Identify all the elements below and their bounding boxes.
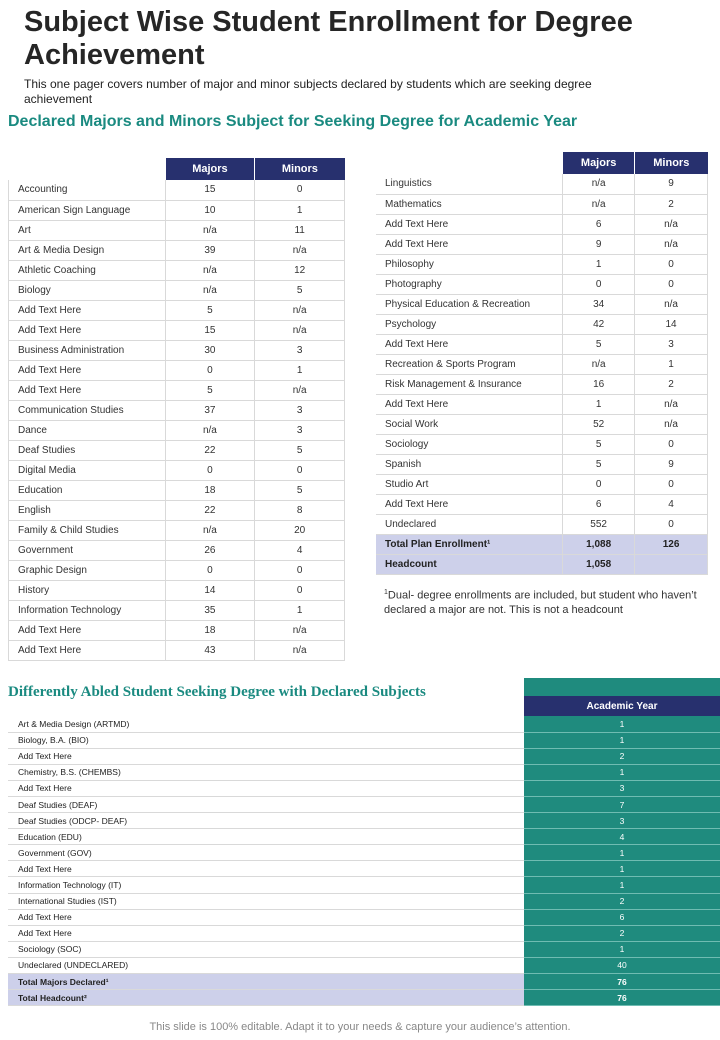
table-row [9, 580, 345, 600]
majors-minors-table-left [8, 158, 345, 661]
majors-value: n/a [165, 520, 255, 540]
subject-name: Philosophy [376, 254, 563, 274]
majors-value: 18 [165, 480, 255, 500]
subject-name: Physical Education & Recreation [376, 294, 563, 314]
teal-header-bar [524, 678, 720, 696]
table-row [376, 214, 708, 234]
table-row [9, 440, 345, 460]
majors-value: 10 [165, 200, 255, 220]
table-row [8, 941, 720, 957]
minors-value: 9 [635, 454, 708, 474]
table-row [8, 909, 720, 925]
minors-value: 1 [255, 200, 345, 220]
minors-value: n/a [635, 234, 708, 254]
table-row [376, 254, 708, 274]
majors-value: 552 [563, 514, 635, 534]
footnote-text: Dual- degree enrollments are included, but student who haven’t declared a major are not. This is not a headcount [384, 589, 697, 616]
table-row [376, 474, 708, 494]
degree-subject-name: Deaf Studies (DEAF) [8, 796, 524, 812]
academic-year-value: 7 [524, 796, 720, 812]
minors-value: 1 [255, 360, 345, 380]
majors-value: 22 [165, 500, 255, 520]
total-value: 76 [524, 990, 720, 1006]
subject-name: Add Text Here [9, 380, 166, 400]
subject-name: Sociology [376, 434, 563, 454]
table-row [9, 340, 345, 360]
subject-name: Add Text Here [376, 394, 563, 414]
minors-value: 4 [635, 494, 708, 514]
table-row [9, 520, 345, 540]
degree-subject-name: Art & Media Design (ARTMD) [8, 716, 524, 732]
subject-name: Add Text Here [9, 620, 166, 640]
subject-name: Social Work [376, 414, 563, 434]
minors-value: 11 [255, 220, 345, 240]
subject-name: Digital Media [9, 460, 166, 480]
column-header-majors: Majors [563, 152, 635, 174]
degree-subject-name: Information Technology (IT) [8, 877, 524, 893]
minors-value: 1 [635, 354, 708, 374]
table-header-spacer [8, 696, 524, 716]
minors-value: 0 [635, 514, 708, 534]
majors-value: 5 [165, 300, 255, 320]
majors-value: n/a [165, 420, 255, 440]
academic-year-value: 4 [524, 829, 720, 845]
page-title: Subject Wise Student Enrollment for Degree Achievement [24, 6, 633, 71]
minors-value: 0 [255, 460, 345, 480]
minors-value: 3 [635, 334, 708, 354]
minors-value: 3 [255, 400, 345, 420]
minors-value: 5 [255, 280, 345, 300]
section-title-differently-abled: Differently Abled Student Seeking Degree with Declared Subjects [8, 684, 426, 700]
minors-value: n/a [635, 294, 708, 314]
minors-value: 0 [255, 180, 345, 200]
majors-value: 0 [165, 360, 255, 380]
degree-subject-name: Chemistry, B.S. (CHEMBS) [8, 764, 524, 780]
minors-value: 8 [255, 500, 345, 520]
majors-value: 0 [563, 474, 635, 494]
subject-name: Deaf Studies [9, 440, 166, 460]
majors-value: 30 [165, 340, 255, 360]
table-row [9, 480, 345, 500]
table-row [9, 360, 345, 380]
total-majors-value: 1,058 [563, 554, 635, 574]
total-label: Total Majors Declared¹ [8, 974, 524, 990]
total-minors-value: 126 [635, 534, 708, 554]
table-row [9, 460, 345, 480]
subject-name: Photography [376, 274, 563, 294]
majors-value: 37 [165, 400, 255, 420]
academic-year-value: 3 [524, 813, 720, 829]
footnote [384, 586, 706, 617]
majors-value: 42 [563, 314, 635, 334]
total-label: Total Headcount² [8, 990, 524, 1006]
majors-value: 6 [563, 494, 635, 514]
subject-name: Studio Art [376, 474, 563, 494]
degree-subject-name: Education (EDU) [8, 829, 524, 845]
majors-value: n/a [563, 354, 635, 374]
table-row [8, 861, 720, 877]
table-row [376, 374, 708, 394]
table-row [9, 560, 345, 580]
column-header-minors: Minors [255, 158, 345, 180]
degree-subject-name: Biology, B.A. (BIO) [8, 732, 524, 748]
table-row [376, 434, 708, 454]
majors-value: n/a [165, 280, 255, 300]
degree-subject-name: Add Text Here [8, 780, 524, 796]
table-row [8, 957, 720, 973]
table-row [376, 274, 708, 294]
subject-name: Art & Media Design [9, 240, 166, 260]
majors-value: 1 [563, 254, 635, 274]
table-row [9, 500, 345, 520]
degree-subject-name: Government (GOV) [8, 845, 524, 861]
minors-value: 2 [635, 374, 708, 394]
table-row [8, 925, 720, 941]
minors-value: 2 [635, 194, 708, 214]
table-row [376, 334, 708, 354]
subject-name: Undeclared [376, 514, 563, 534]
table-header-spacer [376, 152, 563, 174]
majors-value: 1 [563, 394, 635, 414]
majors-value: 5 [563, 454, 635, 474]
minors-value: 0 [635, 434, 708, 454]
subject-name: Add Text Here [376, 214, 563, 234]
table-row [9, 260, 345, 280]
majors-value: 22 [165, 440, 255, 460]
table-row [376, 494, 708, 514]
academic-year-value: 1 [524, 716, 720, 732]
academic-year-value: 1 [524, 877, 720, 893]
minors-value: 12 [255, 260, 345, 280]
subject-name: Education [9, 480, 166, 500]
majors-value: 0 [165, 560, 255, 580]
table-row [9, 240, 345, 260]
table-row [376, 234, 708, 254]
table-row [9, 280, 345, 300]
table-row [8, 716, 720, 732]
subject-name: Spanish [376, 454, 563, 474]
degree-subject-name: Add Text Here [8, 925, 524, 941]
table-row [9, 380, 345, 400]
subject-name: Add Text Here [9, 640, 166, 660]
footer-note: This slide is 100% editable. Adapt it to your needs & capture your audience’s attention. [149, 1021, 571, 1033]
table-header-row [8, 696, 720, 716]
table-row [9, 180, 345, 200]
minors-value: n/a [255, 320, 345, 340]
minors-value: 1 [255, 600, 345, 620]
footnote-mark: 1 [384, 589, 388, 596]
table-row [9, 200, 345, 220]
table-row [9, 540, 345, 560]
subject-name: History [9, 580, 166, 600]
majors-minors-table-right [376, 152, 708, 575]
table-header-row [9, 158, 345, 180]
subject-name: Biology [9, 280, 166, 300]
table-row [376, 394, 708, 414]
column-header-academic-year: Academic Year [524, 696, 720, 716]
majors-value: 52 [563, 414, 635, 434]
majors-value: 0 [563, 274, 635, 294]
academic-year-value: 1 [524, 845, 720, 861]
majors-value: n/a [563, 174, 635, 194]
minors-value: 3 [255, 420, 345, 440]
total-value: 76 [524, 974, 720, 990]
table-row [9, 300, 345, 320]
subject-name: Recreation & Sports Program [376, 354, 563, 374]
subject-name: Accounting [9, 180, 166, 200]
subject-name: Art [9, 220, 166, 240]
minors-value: 0 [635, 254, 708, 274]
table-row [9, 420, 345, 440]
subject-name: Add Text Here [376, 334, 563, 354]
majors-value: 39 [165, 240, 255, 260]
subject-name: Add Text Here [9, 320, 166, 340]
academic-year-value: 1 [524, 861, 720, 877]
majors-value: 16 [563, 374, 635, 394]
subject-name: Dance [9, 420, 166, 440]
majors-value: 14 [165, 580, 255, 600]
table-header-spacer [9, 158, 166, 180]
table-row [376, 414, 708, 434]
minors-value: n/a [255, 300, 345, 320]
differently-abled-table [8, 696, 720, 1006]
table-row [8, 748, 720, 764]
subject-name: Add Text Here [9, 360, 166, 380]
table-row [8, 796, 720, 812]
minors-value: 14 [635, 314, 708, 334]
majors-value: 26 [165, 540, 255, 560]
academic-year-value: 2 [524, 748, 720, 764]
subject-name: Information Technology [9, 600, 166, 620]
table-row [8, 829, 720, 845]
majors-value: 18 [165, 620, 255, 640]
subject-name: Linguistics [376, 174, 563, 194]
academic-year-value: 1 [524, 764, 720, 780]
subject-name: Mathematics [376, 194, 563, 214]
total-row [8, 990, 720, 1006]
table-row [9, 320, 345, 340]
table-row [376, 294, 708, 314]
total-majors-value: 1,088 [563, 534, 635, 554]
degree-subject-name: Add Text Here [8, 861, 524, 877]
minors-value: 3 [255, 340, 345, 360]
total-row [376, 554, 708, 574]
minors-value: n/a [255, 380, 345, 400]
subject-name: American Sign Language [9, 200, 166, 220]
table-row [8, 893, 720, 909]
table-row [376, 354, 708, 374]
column-header-majors: Majors [165, 158, 255, 180]
table-row [376, 174, 708, 194]
minors-value: n/a [635, 394, 708, 414]
table-row [9, 640, 345, 660]
subject-name: Graphic Design [9, 560, 166, 580]
minors-value: n/a [255, 640, 345, 660]
academic-year-value: 2 [524, 925, 720, 941]
page-subtitle: This one pager covers number of major and minor subjects declared by students which are seeking degree achievement [24, 77, 592, 106]
subject-name: Add Text Here [376, 494, 563, 514]
majors-value: 43 [165, 640, 255, 660]
degree-subject-name: Deaf Studies (ODCP- DEAF) [8, 813, 524, 829]
total-label: Total Plan Enrollment¹ [376, 534, 563, 554]
academic-year-value: 2 [524, 893, 720, 909]
subject-name: Family & Child Studies [9, 520, 166, 540]
degree-subject-name: Sociology (SOC) [8, 941, 524, 957]
subject-name: Business Administration [9, 340, 166, 360]
table-row [376, 514, 708, 534]
subject-name: Psychology [376, 314, 563, 334]
total-label: Headcount [376, 554, 563, 574]
minors-value: 4 [255, 540, 345, 560]
minors-value: n/a [255, 240, 345, 260]
academic-year-value: 1 [524, 732, 720, 748]
academic-year-value: 6 [524, 909, 720, 925]
table-row [8, 780, 720, 796]
section-title-majors-minors: Declared Majors and Minors Subject for Seeking Degree for Academic Year [8, 113, 578, 130]
table-header-row [376, 152, 708, 174]
majors-value: 5 [165, 380, 255, 400]
academic-year-value: 1 [524, 941, 720, 957]
minors-value: 20 [255, 520, 345, 540]
minors-value: n/a [635, 214, 708, 234]
majors-value: n/a [165, 260, 255, 280]
total-row [8, 974, 720, 990]
table-row [376, 314, 708, 334]
table-row [8, 877, 720, 893]
majors-value: n/a [563, 194, 635, 214]
majors-value: 34 [563, 294, 635, 314]
majors-value: 6 [563, 214, 635, 234]
degree-subject-name: Add Text Here [8, 748, 524, 764]
majors-value: 15 [165, 180, 255, 200]
minors-value: 9 [635, 174, 708, 194]
total-minors-value [635, 554, 708, 574]
table-row [8, 764, 720, 780]
table-row [9, 400, 345, 420]
table-row [8, 813, 720, 829]
majors-value: 5 [563, 434, 635, 454]
subject-name: Communication Studies [9, 400, 166, 420]
minors-value: 0 [635, 474, 708, 494]
minors-value: 5 [255, 440, 345, 460]
subject-name: Add Text Here [9, 300, 166, 320]
majors-value: n/a [165, 220, 255, 240]
minors-value: n/a [635, 414, 708, 434]
majors-value: 0 [165, 460, 255, 480]
table-row [376, 454, 708, 474]
subject-name: Government [9, 540, 166, 560]
majors-value: 35 [165, 600, 255, 620]
table-row [8, 845, 720, 861]
academic-year-value: 40 [524, 957, 720, 973]
subject-name: Risk Management & Insurance [376, 374, 563, 394]
subject-name: Athletic Coaching [9, 260, 166, 280]
table-row [9, 600, 345, 620]
degree-subject-name: Undeclared (UNDECLARED) [8, 957, 524, 973]
minors-value: 0 [255, 580, 345, 600]
minors-value: n/a [255, 620, 345, 640]
table-row [9, 220, 345, 240]
total-row [376, 534, 708, 554]
column-header-minors: Minors [635, 152, 708, 174]
minors-value: 5 [255, 480, 345, 500]
table-row [376, 194, 708, 214]
subject-name: English [9, 500, 166, 520]
table-row [8, 732, 720, 748]
majors-value: 15 [165, 320, 255, 340]
majors-value: 5 [563, 334, 635, 354]
majors-value: 9 [563, 234, 635, 254]
degree-subject-name: International Studies (IST) [8, 893, 524, 909]
minors-value: 0 [635, 274, 708, 294]
minors-value: 0 [255, 560, 345, 580]
degree-subject-name: Add Text Here [8, 909, 524, 925]
academic-year-value: 3 [524, 780, 720, 796]
table-row [9, 620, 345, 640]
subject-name: Add Text Here [376, 234, 563, 254]
